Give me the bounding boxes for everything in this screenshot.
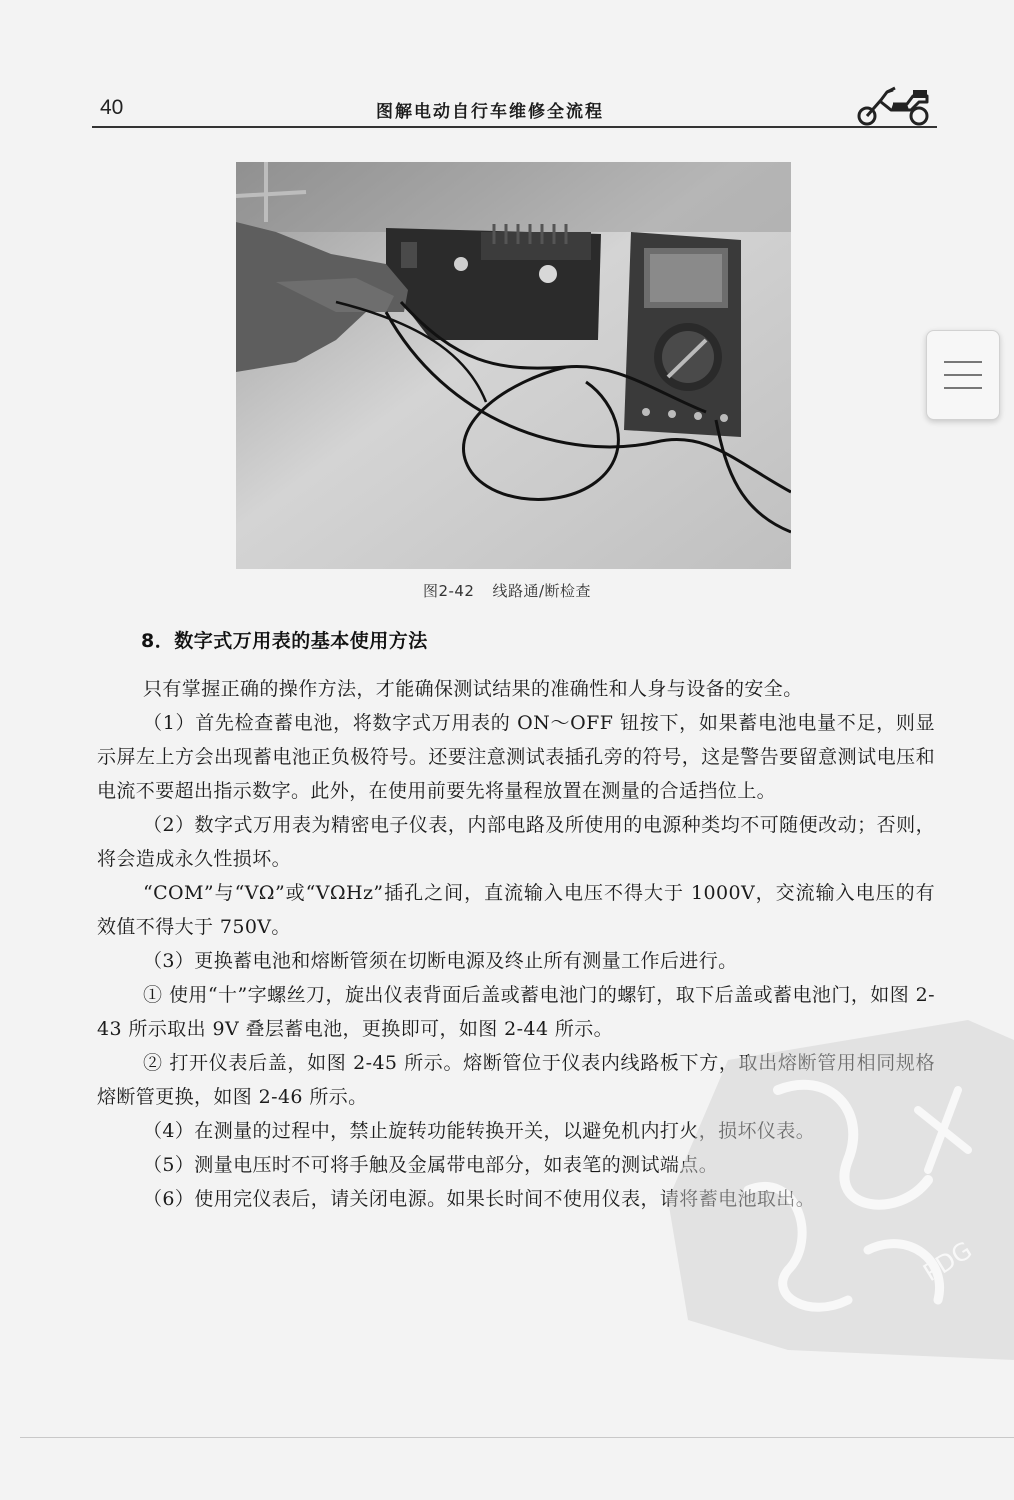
menu-icon: [944, 374, 982, 376]
page-number: 40: [100, 96, 124, 119]
menu-icon: [944, 361, 982, 363]
scooter-icon: [847, 80, 939, 128]
header-rule: [92, 126, 937, 128]
paragraph: ② 打开仪表后盖，如图 2-45 所示。熔断管位于仪表内线路板下方，取出熔断管用相同规格熔断管更换，如图 2-46 所示。: [97, 1052, 935, 1108]
page-bottom-rule: [20, 1437, 1014, 1438]
svg-text:PDG: PDG: [918, 1236, 977, 1288]
paragraph: ① 使用“十”字螺丝刀，旋出仪表背面后盖或蓄电池门的螺钉，取下后盖或蓄电池门，如图 2-43 所示取出 9V 叠层蓄电池，更换即可，如图 2-44 所示。: [97, 984, 935, 1040]
paragraph: （5）测量电压时不可将手触及金属带电部分，如表笔的测试端点。: [143, 1154, 719, 1176]
paragraph: （2）数字式万用表为精密电子仪表，内部电路及所使用的电源种类均不可随便改动；否则，将会造成永久性损坏。: [97, 814, 935, 870]
paragraph: “COM”与“VΩ”或“VΩHz”插孔之间，直流输入电压不得大于 1000V，交流输入电压的有效值不得大于 750V。: [97, 882, 935, 938]
figure-title: 线路通/断检查: [492, 582, 592, 600]
figure-caption: [0, 580, 1014, 601]
page-header: [92, 84, 937, 134]
paragraph: 只有掌握正确的操作方法，才能确保测试结果的准确性和人身与设备的安全。: [143, 678, 803, 700]
body-text: [97, 672, 935, 1216]
paragraph: （3）更换蓄电池和熔断管须在切断电源及终止所有测量工作后进行。: [143, 950, 738, 972]
paragraph: （1）首先检查蓄电池，将数字式万用表的 ON～OFF 钮按下，如果蓄电池电量不足，则显示屏左上方会出现蓄电池正负极符号。还要注意测试表插孔旁的符号，这是警告要留意测试电压和电流不要超出指示数字。此外，在使用前要先将量程放置在测量的合适挡位上。: [97, 712, 935, 802]
paragraph: （4）在测量的过程中，禁止旋转功能转换开关，以避免机内打火，损坏仪表。: [143, 1120, 816, 1142]
menu-icon: [944, 387, 982, 389]
menu-button[interactable]: [926, 330, 1000, 420]
book-title: 图解电动自行车维修全流程: [376, 102, 604, 122]
multimeter-photo: [236, 162, 791, 569]
figure-id: 图2-42: [422, 582, 475, 600]
paragraph: （6）使用完仪表后，请关闭电源。如果长时间不使用仪表，请将蓄电池取出。: [143, 1188, 816, 1210]
section-heading: 8．数字式万用表的基本使用方法: [141, 630, 428, 652]
